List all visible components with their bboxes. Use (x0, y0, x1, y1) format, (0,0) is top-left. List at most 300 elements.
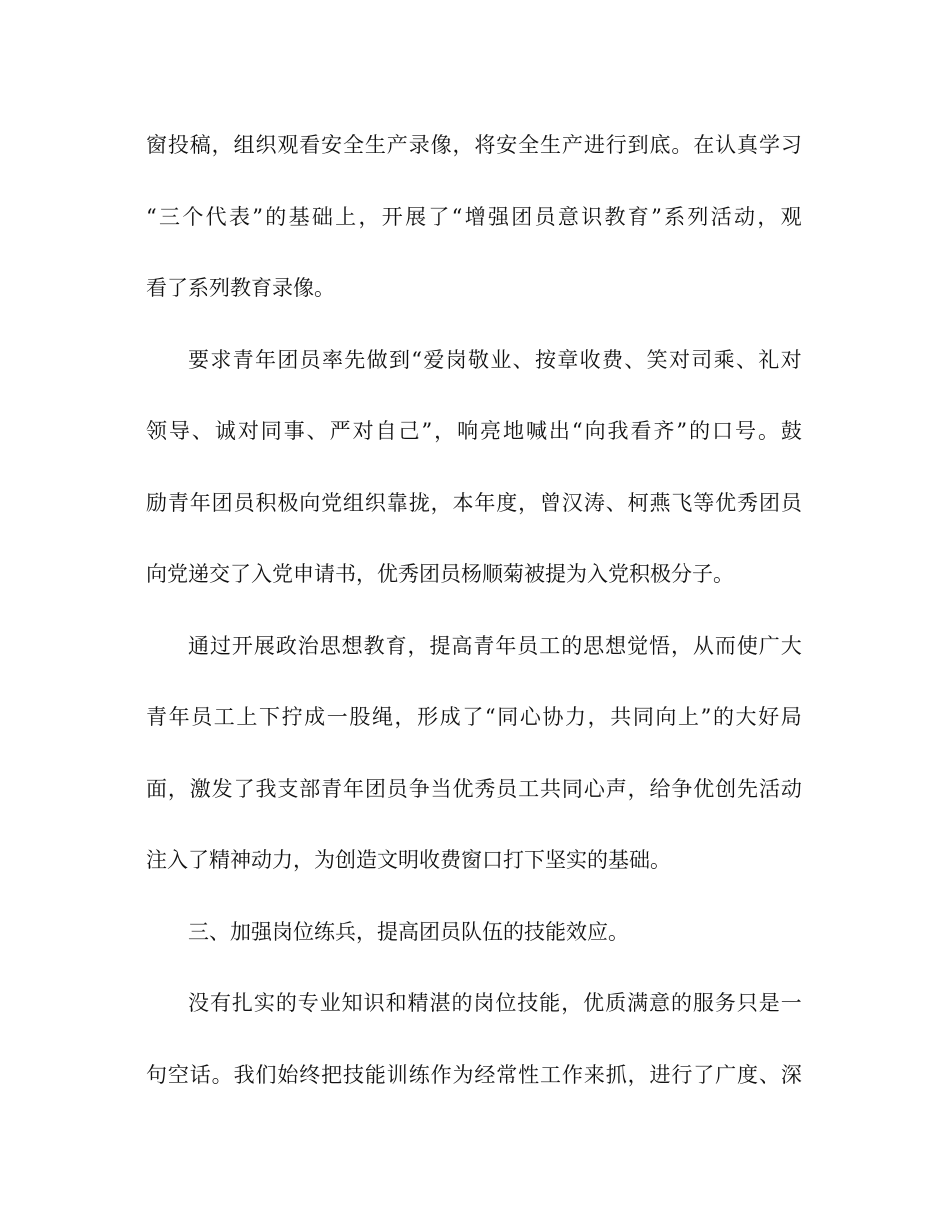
text-glyph: 稿 (189, 133, 211, 157)
text-glyph: 服 (692, 991, 714, 1015)
text-glyph: 青 (167, 490, 189, 515)
text-glyph: 进 (649, 1062, 671, 1087)
text-glyph: 等 (693, 490, 715, 515)
text-glyph: 自 (375, 419, 397, 443)
text-glyph: 员 (386, 776, 408, 801)
text-glyph: 率 (321, 347, 343, 372)
text-glyph: 争 (671, 776, 693, 801)
text-glyph: 喊 (525, 419, 547, 443)
text-glyph: 了 (428, 204, 450, 229)
text-glyph: 柯 (627, 490, 649, 515)
text-glyph: 代 (205, 204, 227, 229)
text-glyph: 员 (191, 705, 213, 729)
text-glyph: ， (407, 633, 429, 658)
text-glyph: ， (394, 705, 416, 729)
text-glyph: 员 (299, 347, 321, 372)
text-glyph: 员 (517, 633, 539, 658)
text-glyph: 产 (386, 133, 408, 157)
text-glyph: 专 (297, 991, 319, 1015)
text-glyph: 上 (236, 705, 258, 729)
text-glyph: ” (700, 705, 712, 729)
text-glyph: 政 (275, 633, 297, 658)
text-glyph: 争 (408, 776, 430, 801)
text-glyph: 看 (299, 133, 321, 157)
text-glyph: ， (757, 204, 779, 229)
text-glyph: 对 (780, 347, 802, 372)
text-glyph: 能 (364, 1062, 386, 1087)
text-glyph: 安 (496, 133, 518, 157)
text-glyph: 像 (430, 133, 452, 157)
text-glyph: 、 (624, 347, 646, 372)
text-glyph: 识 (581, 204, 603, 229)
text-glyph: 话 (189, 1062, 211, 1087)
text-glyph: 团 (758, 490, 780, 515)
text-glyph: 向 (299, 490, 321, 515)
text-glyph: “ (571, 419, 583, 443)
text-glyph: ， (670, 633, 692, 658)
text-glyph: ， (627, 1062, 649, 1087)
text-glyph: 动 (780, 776, 802, 801)
text-glyph: 成 (304, 705, 326, 729)
text-glyph: 一 (780, 991, 802, 1015)
text-glyph: 使 (736, 633, 758, 658)
text-glyph: 强 (488, 204, 509, 229)
text-glyph: 练 (408, 1062, 430, 1087)
text-glyph: 形 (417, 705, 439, 729)
text-glyph: ， (587, 705, 609, 729)
text-glyph: 空 (167, 1062, 189, 1087)
text-line: 看了系列教育录像。 (146, 276, 335, 300)
text-glyph: 而 (714, 633, 736, 658)
text-glyph: 年 (495, 633, 517, 658)
paragraph-first-line (146, 619, 802, 691)
text-glyph: 的 (712, 705, 734, 729)
text-glyph: 认 (715, 133, 737, 157)
text-glyph: 员 (780, 490, 802, 515)
text-glyph: 意 (557, 204, 579, 229)
text-glyph: 先 (737, 776, 759, 801)
text-glyph: 导 (168, 419, 190, 443)
text-glyph: 部 (299, 776, 321, 801)
text-glyph: 始 (277, 1062, 299, 1087)
text-glyph: 我 (255, 776, 277, 801)
text-glyph: 绳 (371, 705, 393, 729)
text-glyph: 下 (258, 705, 280, 729)
text-line (146, 476, 802, 548)
text-line (146, 1048, 802, 1120)
text-glyph: 的 (561, 633, 583, 658)
text-glyph: 句 (146, 1062, 167, 1087)
text-glyph: 团 (277, 347, 299, 372)
text-glyph: 靠 (386, 490, 408, 515)
text-glyph: 同 (632, 705, 654, 729)
text-glyph: 度 (737, 1062, 759, 1087)
text-glyph: 个 (182, 204, 204, 229)
text-glyph: 想 (605, 633, 627, 658)
text-glyph: 创 (715, 776, 737, 801)
text-glyph: “ (451, 204, 463, 229)
text-glyph: ， (452, 133, 474, 157)
text-glyph: 训 (386, 1062, 408, 1087)
text-glyph: 织 (255, 133, 277, 157)
text-glyph: 、 (758, 1062, 780, 1087)
document-body (146, 118, 802, 1119)
text-glyph: 激 (189, 776, 211, 801)
text-glyph: 大 (735, 705, 757, 729)
text-glyph: 青 (321, 776, 343, 801)
text-glyph: 织 (364, 490, 386, 515)
text-glyph: 行 (605, 133, 627, 157)
text-glyph: 力 (565, 705, 587, 729)
text-glyph: 和 (385, 991, 407, 1015)
text-glyph: 抓 (605, 1062, 627, 1087)
text-glyph: 窗 (146, 133, 167, 157)
text-glyph: 优 (693, 776, 715, 801)
paragraph-first-line (146, 976, 802, 1048)
text-glyph: ， (434, 419, 456, 443)
text-glyph: ， (627, 776, 649, 801)
text-glyph: 对 (237, 419, 259, 443)
text-glyph: 年 (474, 490, 496, 515)
text-glyph: 。 (211, 1062, 233, 1087)
text-glyph: 团 (211, 490, 233, 515)
text-glyph: 成 (439, 705, 461, 729)
text-line (146, 690, 802, 762)
text-glyph: 底 (649, 133, 671, 157)
text-glyph: 、 (191, 419, 213, 443)
text-glyph: 。 (757, 419, 779, 443)
text-glyph: 来 (583, 1062, 605, 1087)
text-glyph: 思 (319, 633, 341, 658)
text-glyph: 治 (297, 633, 319, 658)
text-glyph: 实 (253, 991, 275, 1015)
text-glyph: 真 (737, 133, 759, 157)
text-glyph: 当 (430, 776, 452, 801)
text-glyph: 提 (429, 633, 451, 658)
text-glyph: 股 (349, 705, 371, 729)
text-glyph: 投 (167, 133, 189, 157)
text-glyph: 基 (288, 204, 310, 229)
text-glyph: 岗 (445, 347, 467, 372)
text-glyph: 要 (188, 347, 209, 372)
text-glyph: 共 (610, 705, 632, 729)
text-glyph: 安 (321, 133, 343, 157)
text-glyph: 员 (233, 490, 255, 515)
text-glyph: 拧 (281, 705, 303, 729)
text-glyph: 悟 (649, 633, 671, 658)
text-glyph: 展 (253, 633, 275, 658)
text-glyph: 章 (557, 347, 579, 372)
text-glyph: 声 (605, 776, 627, 801)
text-glyph: 的 (451, 991, 473, 1015)
text-glyph: 了 (233, 776, 255, 801)
text-glyph: 满 (627, 991, 649, 1015)
text-glyph: 觉 (627, 633, 649, 658)
text-glyph: 工 (213, 705, 235, 729)
text-line: 向党递交了入党申请书，优秀团员杨顺菊被提为入党积极分子。 (146, 562, 734, 586)
text-glyph: 的 (689, 419, 711, 443)
text-glyph: 共 (540, 776, 562, 801)
text-glyph: 三 (159, 204, 181, 229)
text-glyph: 把 (321, 1062, 343, 1087)
text-glyph: “ (411, 347, 423, 372)
text-glyph: ” (651, 204, 662, 229)
text-line (146, 762, 802, 834)
text-glyph: 生 (540, 133, 562, 157)
text-glyph: 本 (452, 490, 474, 515)
text-glyph: 团 (511, 204, 533, 229)
text-glyph: 业 (319, 991, 341, 1015)
text-glyph: 按 (535, 347, 556, 372)
text-glyph: 同 (260, 419, 282, 443)
text-glyph: 列 (687, 204, 709, 229)
text-glyph: 系 (664, 204, 686, 229)
text-glyph: 了 (462, 705, 484, 729)
text-glyph: 广 (715, 1062, 737, 1087)
text-glyph: 青 (473, 633, 495, 658)
text-glyph: 湛 (429, 991, 451, 1015)
text-glyph: 看 (630, 419, 652, 443)
text-glyph: ” (676, 419, 688, 443)
text-glyph: 乘 (713, 347, 735, 372)
text-glyph: 大 (780, 633, 802, 658)
text-glyph: 燕 (649, 490, 671, 515)
text-glyph: 先 (344, 347, 366, 372)
text-glyph: 向 (655, 705, 677, 729)
text-glyph: 口 (712, 419, 734, 443)
text-glyph: 通 (188, 633, 209, 658)
text-glyph: 面 (146, 776, 167, 801)
text-glyph: 经 (474, 1062, 496, 1087)
text-glyph: 向 (584, 419, 606, 443)
text-glyph: 想 (341, 633, 363, 658)
text-glyph: 积 (255, 490, 277, 515)
text-glyph: 广 (758, 633, 780, 658)
text-glyph: 上 (335, 204, 357, 229)
text-glyph: 了 (693, 1062, 715, 1087)
text-glyph: 礼 (758, 347, 780, 372)
section-heading: 三、加强岗位练兵，提高团员队伍的技能效应。 (188, 919, 629, 944)
text-glyph: 作 (561, 1062, 583, 1087)
text-glyph: 有 (209, 991, 231, 1015)
text-glyph: 进 (583, 133, 605, 157)
text-glyph: 能 (539, 991, 561, 1015)
text-glyph: ， (358, 204, 380, 229)
text-glyph: 优 (452, 776, 474, 801)
text-glyph: 在 (693, 133, 715, 157)
text-glyph: 鼓 (780, 419, 802, 443)
text-glyph: 爱 (423, 347, 445, 372)
text-glyph: ， (167, 776, 189, 801)
text-glyph: 组 (343, 490, 365, 515)
text-glyph: 费 (601, 347, 623, 372)
text-glyph: 学 (758, 133, 780, 157)
text-glyph: 从 (692, 633, 714, 658)
text-glyph: “ (146, 204, 157, 229)
text-glyph: 到 (627, 133, 649, 157)
text-glyph: ， (211, 133, 233, 157)
text-glyph: 工 (518, 776, 540, 801)
text-glyph: 飞 (671, 490, 693, 515)
text-glyph: 育 (627, 204, 649, 229)
text-glyph: 习 (780, 133, 802, 157)
text-glyph: ” (252, 204, 263, 229)
text-glyph: ” (421, 419, 433, 443)
text-glyph: 扎 (231, 991, 253, 1015)
text-glyph: 同 (497, 705, 519, 729)
text-glyph: 工 (539, 633, 561, 658)
text-glyph: 、 (735, 347, 757, 372)
text-glyph: 增 (464, 204, 486, 229)
text-glyph: 对 (352, 419, 374, 443)
text-glyph: 为 (452, 1062, 474, 1087)
text-glyph: 协 (542, 705, 564, 729)
text-glyph: 发 (211, 776, 233, 801)
text-glyph: 青 (232, 347, 254, 372)
text-glyph: 终 (299, 1062, 321, 1087)
text-glyph: 年 (343, 776, 365, 801)
text-glyph: 精 (407, 991, 429, 1015)
text-glyph: 意 (649, 991, 671, 1015)
text-glyph: 我 (233, 1062, 255, 1087)
text-glyph: 是 (758, 991, 780, 1015)
text-glyph: ， (518, 490, 540, 515)
text-glyph: 思 (583, 633, 605, 658)
text-glyph: 性 (518, 1062, 540, 1087)
text-glyph: 全 (518, 133, 540, 157)
paragraph-first-line (146, 333, 802, 405)
text-glyph: 作 (430, 1062, 452, 1087)
text-glyph: 上 (678, 705, 699, 729)
text-glyph: 做 (366, 347, 388, 372)
text-glyph: 将 (474, 133, 496, 157)
text-glyph: 活 (710, 204, 732, 229)
text-glyph: 年 (168, 705, 190, 729)
text-glyph: 生 (364, 133, 386, 157)
text-glyph: 技 (343, 1062, 365, 1087)
text-glyph: 给 (649, 776, 671, 801)
text-glyph: 观 (277, 133, 299, 157)
text-glyph: 年 (254, 347, 276, 372)
text-glyph: 行 (671, 1062, 693, 1087)
text-glyph: 笑 (646, 347, 668, 372)
text-glyph: 心 (519, 705, 541, 729)
text-glyph: 极 (277, 490, 299, 515)
text-glyph: 教 (363, 633, 385, 658)
text-glyph: 位 (495, 991, 517, 1015)
text-glyph: 务 (714, 991, 736, 1015)
text-glyph: 、 (306, 419, 328, 443)
text-glyph: 、 (605, 490, 627, 515)
text-glyph: 秀 (474, 776, 496, 801)
text-glyph: 求 (210, 347, 232, 372)
text-glyph: 开 (231, 633, 253, 658)
text-glyph: 表 (228, 204, 250, 229)
text-glyph: 出 (548, 419, 570, 443)
text-glyph: 支 (277, 776, 299, 801)
text-glyph: 产 (561, 133, 583, 157)
text-glyph: 深 (780, 1062, 802, 1087)
text-line (146, 190, 802, 262)
text-glyph: 心 (583, 776, 605, 801)
text-glyph: 领 (146, 419, 167, 443)
text-glyph: 响 (457, 419, 479, 443)
text-glyph: 涛 (583, 490, 605, 515)
text-glyph: 工 (540, 1062, 562, 1087)
text-glyph: 青 (146, 705, 167, 729)
text-glyph: 常 (496, 1062, 518, 1087)
text-glyph: 录 (408, 133, 430, 157)
text-glyph: 动 (734, 204, 756, 229)
text-glyph: 度 (496, 490, 518, 515)
text-glyph: 只 (736, 991, 758, 1015)
text-glyph: 质 (605, 991, 627, 1015)
text-glyph: 拢 (408, 490, 430, 515)
text-glyph: 敬 (468, 347, 490, 372)
text-glyph: 好 (758, 705, 780, 729)
text-line: 注入了精神动力，为创造文明收费窗口打下坚实的基础。 (146, 848, 671, 872)
text-glyph: 年 (189, 490, 211, 515)
text-glyph: 技 (517, 991, 539, 1015)
text-glyph: 展 (405, 204, 427, 229)
text-glyph: 观 (780, 204, 802, 229)
text-glyph: 亮 (480, 419, 502, 443)
text-glyph: 同 (561, 776, 583, 801)
text-glyph: 事 (283, 419, 305, 443)
text-glyph: 过 (209, 633, 231, 658)
text-glyph: 。 (671, 133, 693, 157)
text-glyph: 对 (668, 347, 690, 372)
text-glyph: 础 (311, 204, 333, 229)
text-glyph: 团 (364, 776, 386, 801)
text-glyph: 优 (583, 991, 605, 1015)
text-glyph: 一 (326, 705, 348, 729)
text-glyph: 岗 (473, 991, 495, 1015)
text-glyph: 汉 (561, 490, 583, 515)
text-glyph: 我 (607, 419, 629, 443)
text-line (146, 118, 802, 190)
text-glyph: 组 (233, 133, 255, 157)
text-line (146, 404, 802, 476)
text-glyph: 业 (490, 347, 512, 372)
text-glyph: 员 (496, 776, 518, 801)
text-glyph: 育 (385, 633, 407, 658)
text-glyph: 司 (691, 347, 713, 372)
text-glyph: 知 (341, 991, 363, 1015)
text-glyph: 诚 (214, 419, 236, 443)
text-glyph: 齐 (653, 419, 675, 443)
text-glyph: 员 (534, 204, 556, 229)
text-glyph: 识 (363, 991, 385, 1015)
text-glyph: 教 (604, 204, 626, 229)
text-glyph: 局 (780, 705, 802, 729)
text-glyph: 党 (321, 490, 343, 515)
text-glyph: 己 (398, 419, 420, 443)
text-glyph: ， (561, 991, 583, 1015)
text-glyph: 开 (381, 204, 403, 229)
text-glyph: ， (430, 490, 452, 515)
text-glyph: 、 (512, 347, 534, 372)
text-glyph: 曾 (540, 490, 562, 515)
text-glyph: 全 (343, 133, 365, 157)
text-glyph: “ (484, 705, 496, 729)
text-glyph: 的 (275, 991, 297, 1015)
text-glyph: 严 (329, 419, 351, 443)
text-glyph: 们 (255, 1062, 277, 1087)
text-glyph: 收 (579, 347, 601, 372)
text-glyph: 的 (265, 204, 287, 229)
text-glyph: 地 (503, 419, 524, 443)
